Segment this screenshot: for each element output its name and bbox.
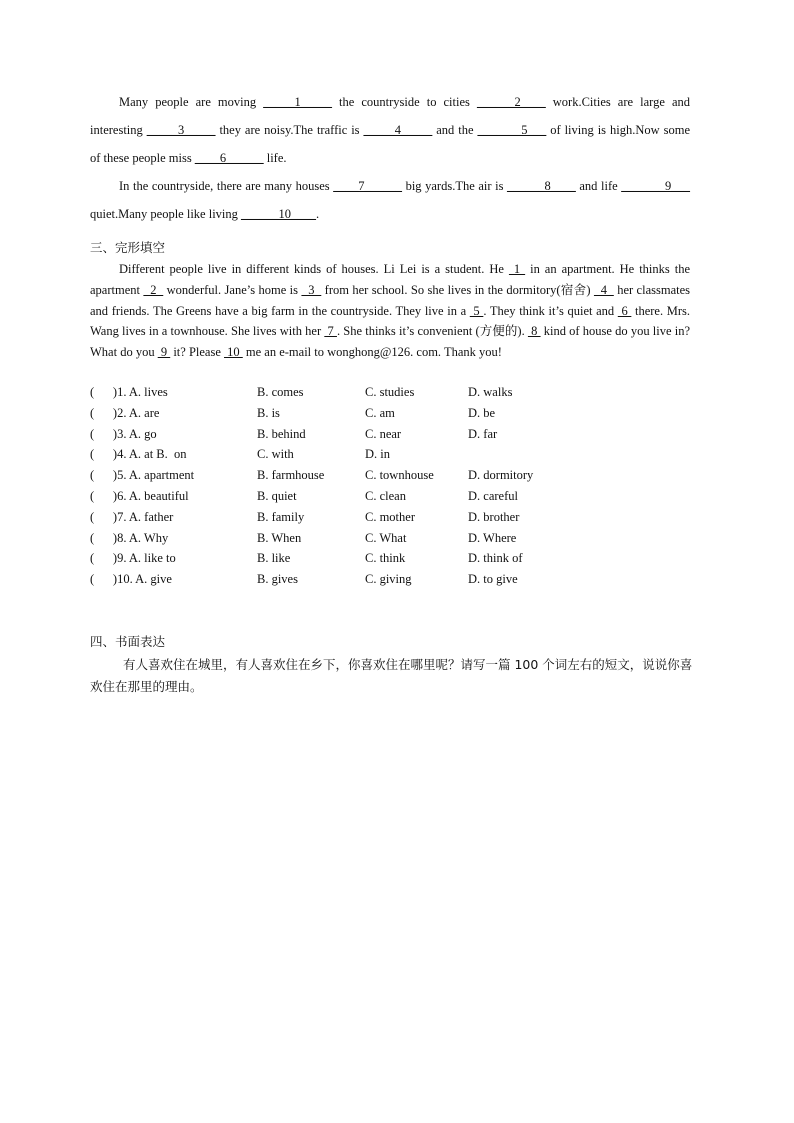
passage-paragraph-1	[90, 88, 690, 172]
option-c: C. What	[365, 530, 407, 545]
passage-text: In the countryside, there are many houses	[119, 179, 334, 193]
passage-text: of living is high.Now some of these people miss	[90, 123, 690, 165]
blank-8: ______8____	[507, 179, 576, 193]
cloze-text: . They think it’s quiet and	[483, 303, 618, 318]
question-number-option-a: ( )5. A. apartment	[90, 468, 195, 483]
cloze-text: in an apartment. He thinks the apartment	[90, 262, 690, 297]
option-d: D. dormitory	[468, 468, 534, 483]
blank-5: _______5___	[477, 123, 547, 137]
option-d: D. think of	[468, 551, 523, 566]
blank-3: _____3_____	[146, 123, 216, 137]
passage-text: the countryside to cities	[331, 95, 477, 109]
blank-2: ______2____	[476, 95, 546, 109]
option-c: C. clean	[365, 488, 406, 503]
option-b: B. like	[257, 551, 291, 566]
cloze-text: wonderful. Jane’s home is	[163, 282, 302, 297]
option-d: D. Where	[468, 530, 517, 545]
option-c: D. in	[365, 447, 390, 462]
cloze-text: kind of house do you live in? What do you	[90, 324, 690, 360]
section-3-title: 三、完形填空	[90, 240, 166, 255]
cloze-blank-5: 5	[469, 303, 484, 318]
passage-text: work.Cities are large and interesting	[90, 95, 690, 137]
cloze-passage	[90, 259, 690, 363]
cloze-text: there. Mrs. Wang lives in a townhouse. She lives with her	[90, 303, 691, 339]
blank-6: ____6______	[194, 151, 264, 165]
passage-text: .	[316, 207, 320, 221]
cloze-text: her classmates and friends. The Greens have a big farm in the countryside. They live in a	[90, 282, 691, 318]
cloze-blank-9: 9	[157, 345, 171, 360]
passage-text: and life	[575, 179, 622, 193]
blank-1: _____1_____	[263, 95, 332, 109]
passage-text: they are noisy.The traffic is	[215, 123, 364, 137]
writing-prompt-text: 有人喜欢住在城里，有人喜欢住在乡下，你喜欢住在哪里呢？请写一篇 100 个词左右的短文，说说你喜欢住在那里的理由。	[90, 657, 693, 694]
passage-text: quiet.Many people like living	[90, 207, 242, 221]
question-row	[90, 507, 710, 528]
passage-text: and the	[432, 123, 478, 137]
question-number-option-a: ( )3. A. go	[90, 426, 157, 441]
blank-9: _______9___	[621, 179, 690, 193]
passage-text: Many people are moving	[119, 95, 264, 109]
option-c: C. studies	[365, 385, 415, 399]
option-b: B. family	[257, 509, 305, 524]
cloze-blank-1: 1	[508, 262, 526, 276]
option-c: C. mother	[365, 509, 415, 524]
question-row	[90, 528, 710, 549]
option-d: D. brother	[468, 509, 520, 524]
question-row	[90, 486, 710, 507]
question-row	[90, 424, 710, 445]
option-b: B. quiet	[257, 488, 297, 503]
question-row	[90, 382, 710, 403]
question-number-option-a: ( )6. A. beautiful	[90, 488, 189, 503]
option-c: C. am	[365, 405, 395, 420]
question-number-option-a: ( )7. A. father	[90, 509, 174, 524]
blank-4: _____4_____	[363, 123, 433, 137]
cloze-text: from her school. So she lives in the dormitory(宿舍)	[321, 282, 594, 297]
option-b: C. with	[257, 447, 294, 462]
question-row	[90, 569, 710, 590]
option-d: D. be	[468, 405, 496, 420]
cloze-blank-8: 8	[527, 324, 541, 339]
option-c: C. townhouse	[365, 468, 434, 483]
question-number-option-a: ( )9. A. like to	[90, 551, 176, 566]
cloze-blank-7: 7	[324, 324, 337, 339]
cloze-blank-3: 3	[301, 282, 322, 297]
option-b: B. comes	[257, 385, 304, 399]
option-c: C. near	[365, 426, 402, 441]
question-number-option-a: ( )2. A. are	[90, 405, 160, 420]
option-b: B. When	[257, 530, 302, 545]
cloze-blank-2: 2	[143, 282, 164, 297]
cloze-text: . She thinks it’s convenient (方便的).	[336, 324, 528, 339]
question-row	[90, 548, 710, 569]
cloze-text: Different people live in different kinds of houses. Li Lei is a student. He	[119, 262, 509, 276]
question-row	[90, 403, 710, 424]
option-b: B. gives	[257, 572, 298, 587]
passage-text: big yards.The air is	[402, 179, 508, 193]
cloze-text: it? Please	[170, 345, 225, 360]
option-b: B. farmhouse	[257, 468, 325, 483]
writing-prompt	[90, 654, 700, 698]
question-number-option-a: ( )8. A. Why	[90, 530, 169, 545]
section-4-title: 四、书面表达	[90, 634, 166, 649]
cloze-paragraph	[90, 259, 690, 363]
cloze-options-list	[90, 382, 710, 590]
cloze-text: me an e-mail to wonghong@126. com. Thank you!	[242, 345, 502, 360]
question-number-option-a: ( )10. A. give	[90, 572, 172, 587]
option-d: D. careful	[468, 488, 518, 503]
blank-10: ______10____	[241, 207, 317, 221]
question-row	[90, 465, 710, 486]
option-b: B. is	[257, 405, 280, 420]
option-d: D. to give	[468, 572, 518, 587]
cloze-blank-4: 4	[593, 282, 614, 297]
option-c: C. think	[365, 551, 406, 566]
passage-fill-in	[90, 88, 690, 228]
option-d: D. walks	[468, 385, 513, 399]
cloze-blank-6: 6	[617, 303, 632, 318]
blank-7: ____7______	[333, 179, 402, 193]
question-number-option-a: ( )4. A. at B. on	[90, 447, 187, 462]
option-c: C. giving	[365, 572, 412, 587]
question-row	[90, 444, 710, 465]
option-b: B. behind	[257, 426, 306, 441]
passage-paragraph-2	[90, 172, 690, 228]
question-number-option-a: ( )1. A. lives	[90, 385, 168, 399]
passage-text: life.	[263, 151, 287, 165]
cloze-blank-10: 10	[224, 345, 243, 360]
option-d: D. far	[468, 426, 498, 441]
